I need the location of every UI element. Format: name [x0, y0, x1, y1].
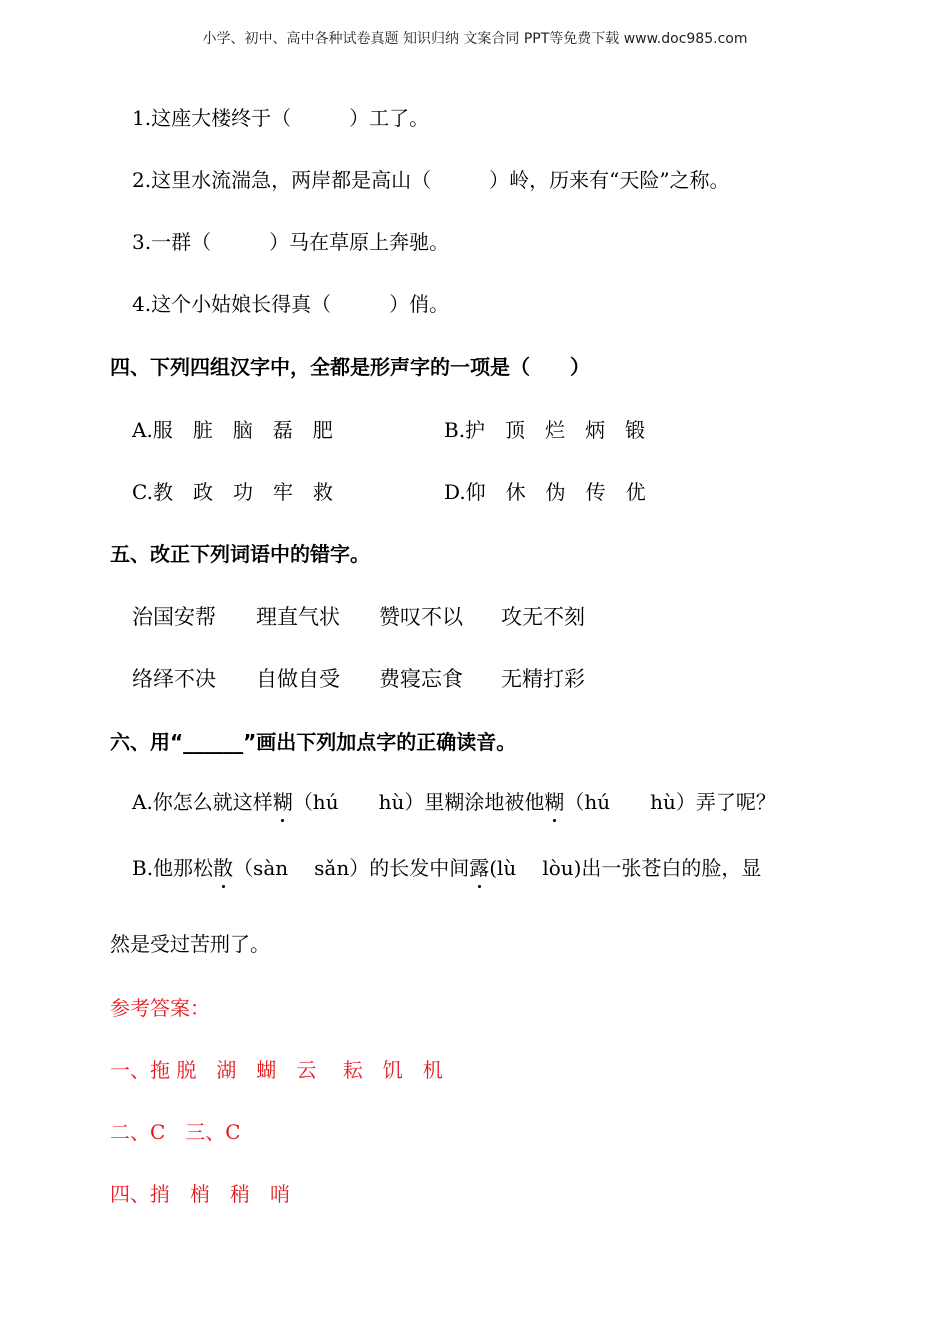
dotted-char: 露: [469, 856, 490, 880]
q3-item-3: 3.一群（ ）马在草原上奔驰。: [132, 230, 450, 254]
q4-option-c: C.教 政 功 牢 救: [132, 480, 333, 504]
dotted-char: 散: [213, 856, 234, 880]
q5-word: 赞叹不以: [379, 605, 463, 629]
q5-word: 攻无不刻: [501, 605, 585, 629]
q5-word: 络绎不决: [132, 667, 216, 691]
q3-item-1: 1.这座大楼终于（ ）工了。: [132, 106, 430, 130]
q5-word: 治国安帮: [132, 605, 216, 629]
answer-line-2: 二、C 三、C: [110, 1120, 241, 1144]
q4-heading: 四、下列四组汉字中，全都是形声字的一项是（ ）: [110, 355, 590, 379]
q3-item-4: 4.这个小姑娘长得真（ ）俏。: [132, 292, 450, 316]
dotted-char: 糊: [272, 790, 293, 814]
q6-item-a: A.你怎么就这样糊（hú hù）里糊涂地被他糊（hú hù）弄了呢？: [132, 790, 776, 814]
q4-option-b: B.护 顶 烂 炳 锻: [444, 418, 646, 442]
q5-word: 无精打彩: [501, 667, 585, 691]
q6-item-b-continued: 然是受过苦刑了。: [110, 932, 270, 956]
q5-word: 费寝忘食: [379, 667, 463, 691]
q3-item-2: 2.这里水流湍急，两岸都是高山（ ）岭，历来有“天险”之称。: [132, 168, 730, 192]
dotted-char: 糊: [544, 790, 565, 814]
q5-heading: 五、改正下列词语中的错字。: [110, 542, 370, 566]
q5-word: 自做自受: [256, 667, 340, 691]
q6-item-b: B.他那松散（sàn sǎn）的长发中间露(lù lòu)出一张苍白的脸，显: [132, 856, 762, 880]
page-header: 小学、初中、高中各种试卷真题 知识归纳 文案合同 PPT等免费下载 www.doc985.com: [202, 31, 748, 47]
answers-title: 参考答案：: [110, 996, 210, 1020]
answer-line-1: 一、拖 脱 湖 蝴 云 耘 饥 机: [110, 1058, 443, 1082]
q6-heading: 六、用“______”画出下列加点字的正确读音。: [110, 730, 517, 754]
q4-option-d: D.仰 休 伪 传 优: [444, 480, 646, 504]
q5-word: 理直气状: [256, 605, 340, 629]
answer-line-3: 四、捎 梢 稍 哨: [110, 1182, 290, 1206]
q4-option-a: A.服 脏 脑 磊 肥: [132, 418, 333, 442]
